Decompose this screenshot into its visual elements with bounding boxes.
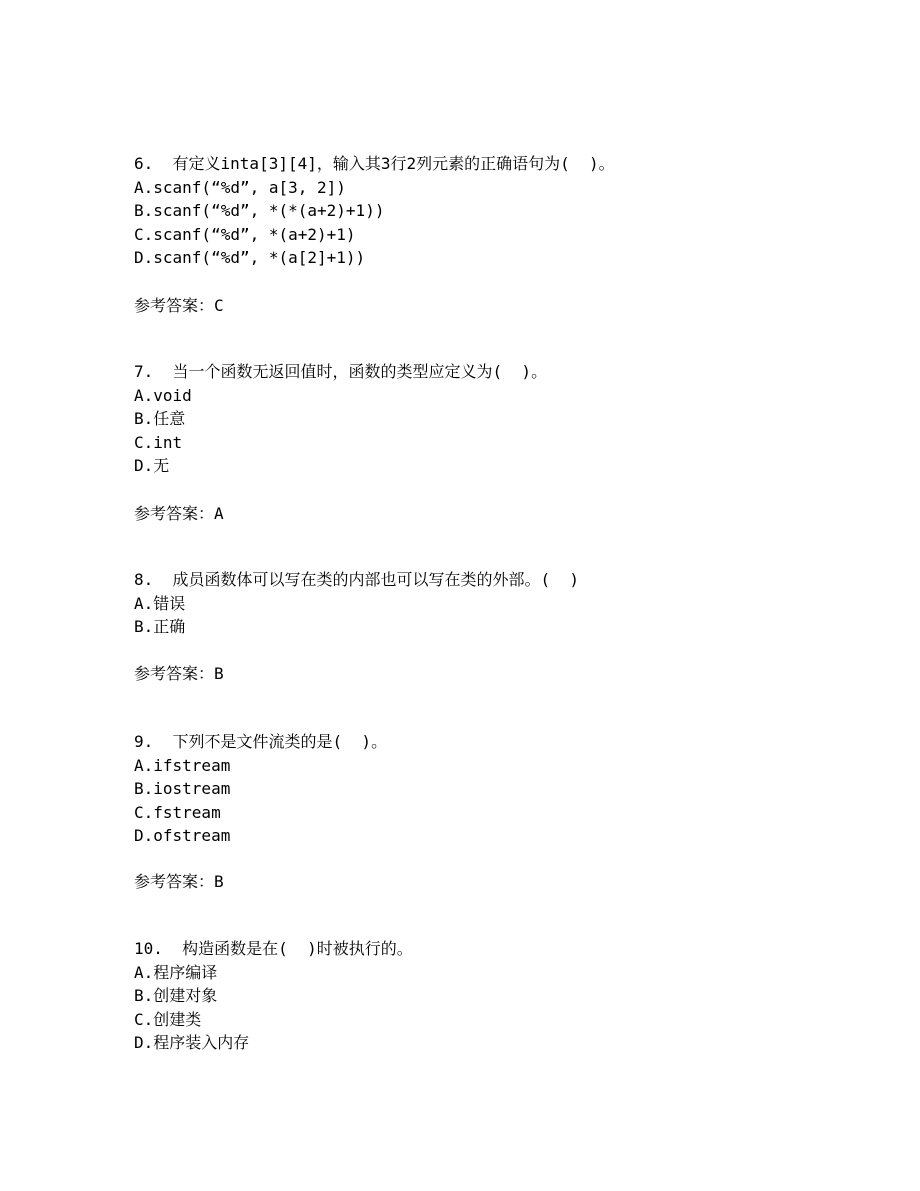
question-9 bbox=[134, 730, 894, 848]
option-c: C.scanf(“%d”, *(a+2)+1) bbox=[134, 224, 356, 244]
option-b: B.创建对象 bbox=[134, 986, 218, 1005]
answer-8: 参考答案：B bbox=[134, 664, 224, 683]
option-c: C.fstream bbox=[134, 802, 221, 822]
question-stem: 6. 有定义inta[3][4]，输入其3行2列元素的正确语句为( )。 bbox=[134, 154, 615, 173]
option-d: D.scanf(“%d”, *(a[2]+1)) bbox=[134, 248, 366, 267]
option-d: D.程序装入内存 bbox=[134, 1033, 250, 1052]
question-10 bbox=[134, 937, 894, 1055]
option-d: D.无 bbox=[134, 456, 170, 475]
option-a: A.错误 bbox=[134, 593, 186, 613]
question-6 bbox=[134, 152, 894, 270]
option-a: A.程序编译 bbox=[134, 962, 218, 982]
option-b: B.任意 bbox=[134, 409, 186, 428]
option-a: A.scanf(“%d”, a[3, 2]) bbox=[134, 177, 346, 197]
answer-9: 参考答案：B bbox=[134, 872, 224, 891]
answer-6: 参考答案：C bbox=[134, 296, 224, 315]
question-stem: 7. 当一个函数无返回值时，函数的类型应定义为( )。 bbox=[134, 362, 548, 381]
question-stem: 8. 成员函数体可以写在类的内部也可以写在类的外部。( ) bbox=[134, 570, 580, 589]
option-c: C.int bbox=[134, 432, 183, 452]
option-b: B.正确 bbox=[134, 617, 186, 636]
question-8 bbox=[134, 568, 894, 639]
question-stem: 10. 构造函数是在( )时被执行的。 bbox=[134, 939, 413, 958]
option-d: D.ofstream bbox=[134, 826, 231, 845]
option-a: A.ifstream bbox=[134, 755, 231, 775]
question-stem: 9. 下列不是文件流类的是( )。 bbox=[134, 732, 388, 751]
option-c: C.创建类 bbox=[134, 1009, 202, 1029]
option-a: A.void bbox=[134, 385, 192, 405]
option-b: B.iostream bbox=[134, 779, 231, 798]
option-b: B.scanf(“%d”, *(*(a+2)+1)) bbox=[134, 201, 385, 220]
answer-7: 参考答案：A bbox=[134, 504, 224, 523]
question-7 bbox=[134, 360, 894, 478]
